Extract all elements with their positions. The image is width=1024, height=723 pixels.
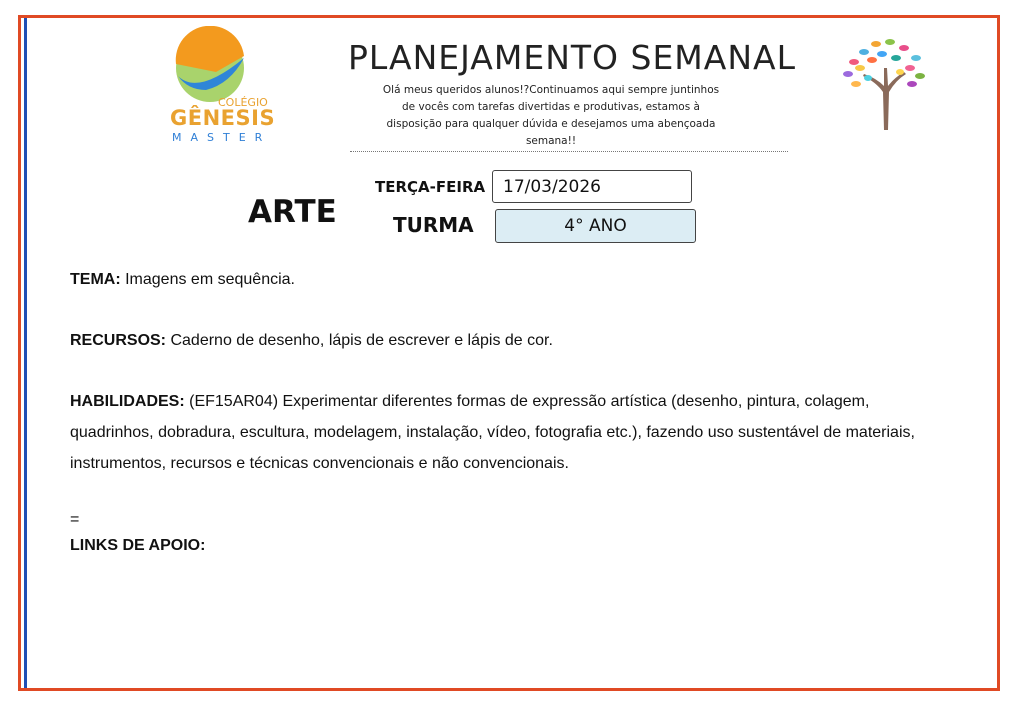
logo-text-main: GÊNESIS [170,106,276,130]
date-field: 17/03/2026 [492,170,692,203]
tema-label: TEMA: [70,271,121,288]
class-field: 4° ANO [495,209,696,243]
frame-accent-line [24,18,27,688]
page-title: PLANEJAMENTO SEMANAL [348,38,797,77]
subject-title: ARTE [248,194,337,230]
recursos-label: RECURSOS: [70,332,167,349]
lesson-content [70,264,930,559]
tema-text: Imagens em sequência. [125,271,295,288]
greeting-text: Olá meus queridos alunos!?Continuamos aqui sempre juntinhos de vocês com tarefas divertidas e produtivas, estamos à disposição para qualquer dúvida e desejamos uma abençoada semana!! [382,84,720,147]
logo-text-small: COLÉGIO [218,96,268,109]
habilidades-section [70,386,930,479]
day-label: TERÇA-FEIRA [375,178,486,196]
tree-icon [834,32,930,132]
logo-text-sub: MASTER [172,131,272,144]
recursos-section [70,325,930,356]
header-divider [350,151,788,152]
class-label: TURMA [393,213,474,237]
habilidades-label: HABILIDADES: [70,393,185,410]
habilidades-text: (EF15AR04) Experimentar diferentes formas de expressão artística (desenho, pintura, colagem, quadrinhos, dobradura, escultura, modelagem, instalação, vídeo, fotografia etc.), fazendo uso sustentável de materiais, instrumentos, recursos e técnicas convencionais e não convencionais. [70,393,915,472]
equals-sign: = [70,511,80,528]
recursos-text: Caderno de desenho, lápis de escrever e lápis de cor. [170,332,553,349]
links-label: LINKS DE APOIO: [70,537,206,554]
tema-section [70,264,930,295]
